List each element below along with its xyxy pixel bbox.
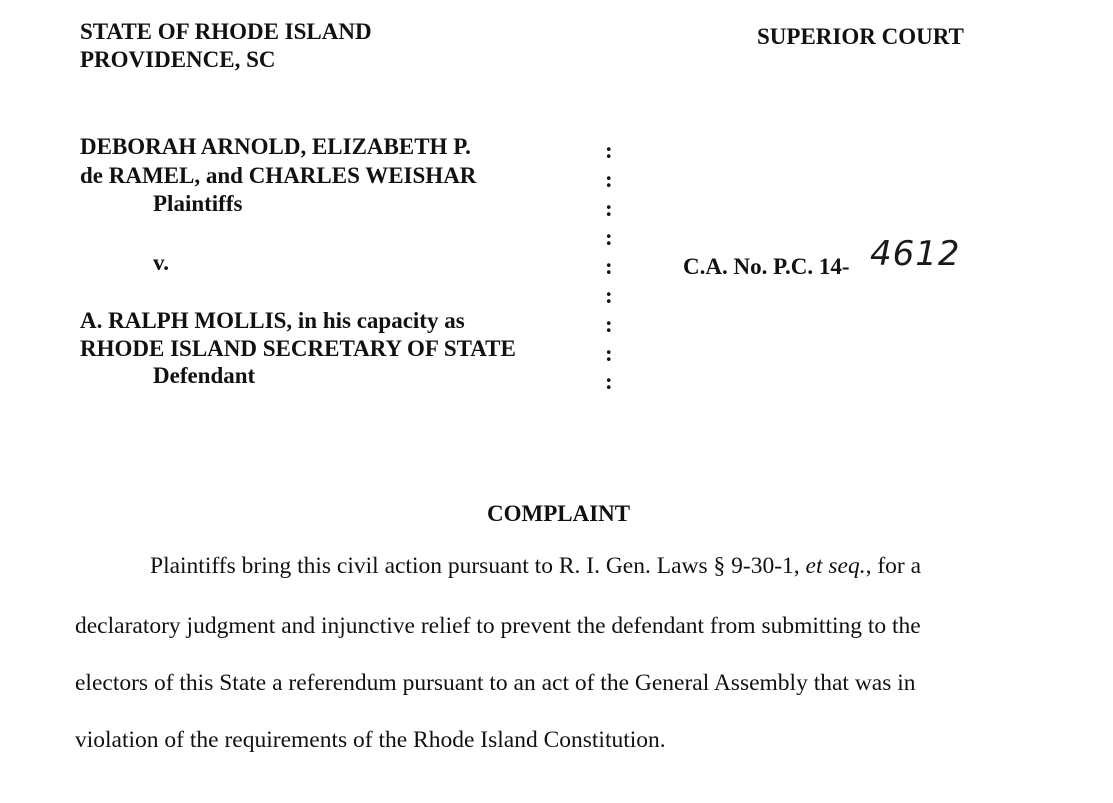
defendant-role: Defendant xyxy=(153,363,256,388)
caption-separator: : xyxy=(605,283,613,308)
paragraph-line-2: declaratory judgment and injunctive relief to prevent the defendant from submitting to the xyxy=(75,613,921,639)
caption-separator: : xyxy=(605,167,613,192)
county-line: PROVIDENCE, SC xyxy=(80,47,276,72)
caption-separator: : xyxy=(605,196,613,221)
caption-separator: : xyxy=(605,254,613,279)
state-line: STATE OF RHODE ISLAND xyxy=(80,19,372,44)
caption-separator: : xyxy=(605,225,613,250)
paragraph-line-1 xyxy=(150,553,921,580)
court-name: SUPERIOR COURT xyxy=(757,24,964,49)
et-seq-citation: et seq. xyxy=(805,553,866,579)
plaintiffs-role: Plaintiffs xyxy=(153,191,243,216)
defendant-line-2: RHODE ISLAND SECRETARY OF STATE xyxy=(80,336,516,361)
paragraph-line-4: violation of the requirements of the Rhode Island Constitution. xyxy=(75,727,666,753)
defendant-line-1: A. RALPH MOLLIS, in his capacity as xyxy=(80,308,465,333)
paragraph-line-1-end: , for a xyxy=(865,553,922,579)
case-number-handwritten: 4612 xyxy=(870,234,961,274)
versus-label: v. xyxy=(153,250,169,275)
caption-separator: : xyxy=(605,341,613,366)
paragraph-line-1-text: Plaintiffs bring this civil action pursuant to R. I. Gen. Laws § 9-30-1, xyxy=(150,553,800,579)
caption-separator: : xyxy=(605,138,613,163)
document-title: COMPLAINT xyxy=(487,501,631,526)
plaintiffs-line-2: de RAMEL, and CHARLES WEISHAR xyxy=(80,163,477,188)
caption-separator: : xyxy=(605,312,613,337)
paragraph-line-3: electors of this State a referendum pursuant to an act of the General Assembly that was in xyxy=(75,670,916,696)
caption-separator: : xyxy=(605,369,613,394)
case-number-prefix: C.A. No. P.C. 14- xyxy=(683,254,850,279)
plaintiffs-line-1: DEBORAH ARNOLD, ELIZABETH P. xyxy=(80,134,471,159)
